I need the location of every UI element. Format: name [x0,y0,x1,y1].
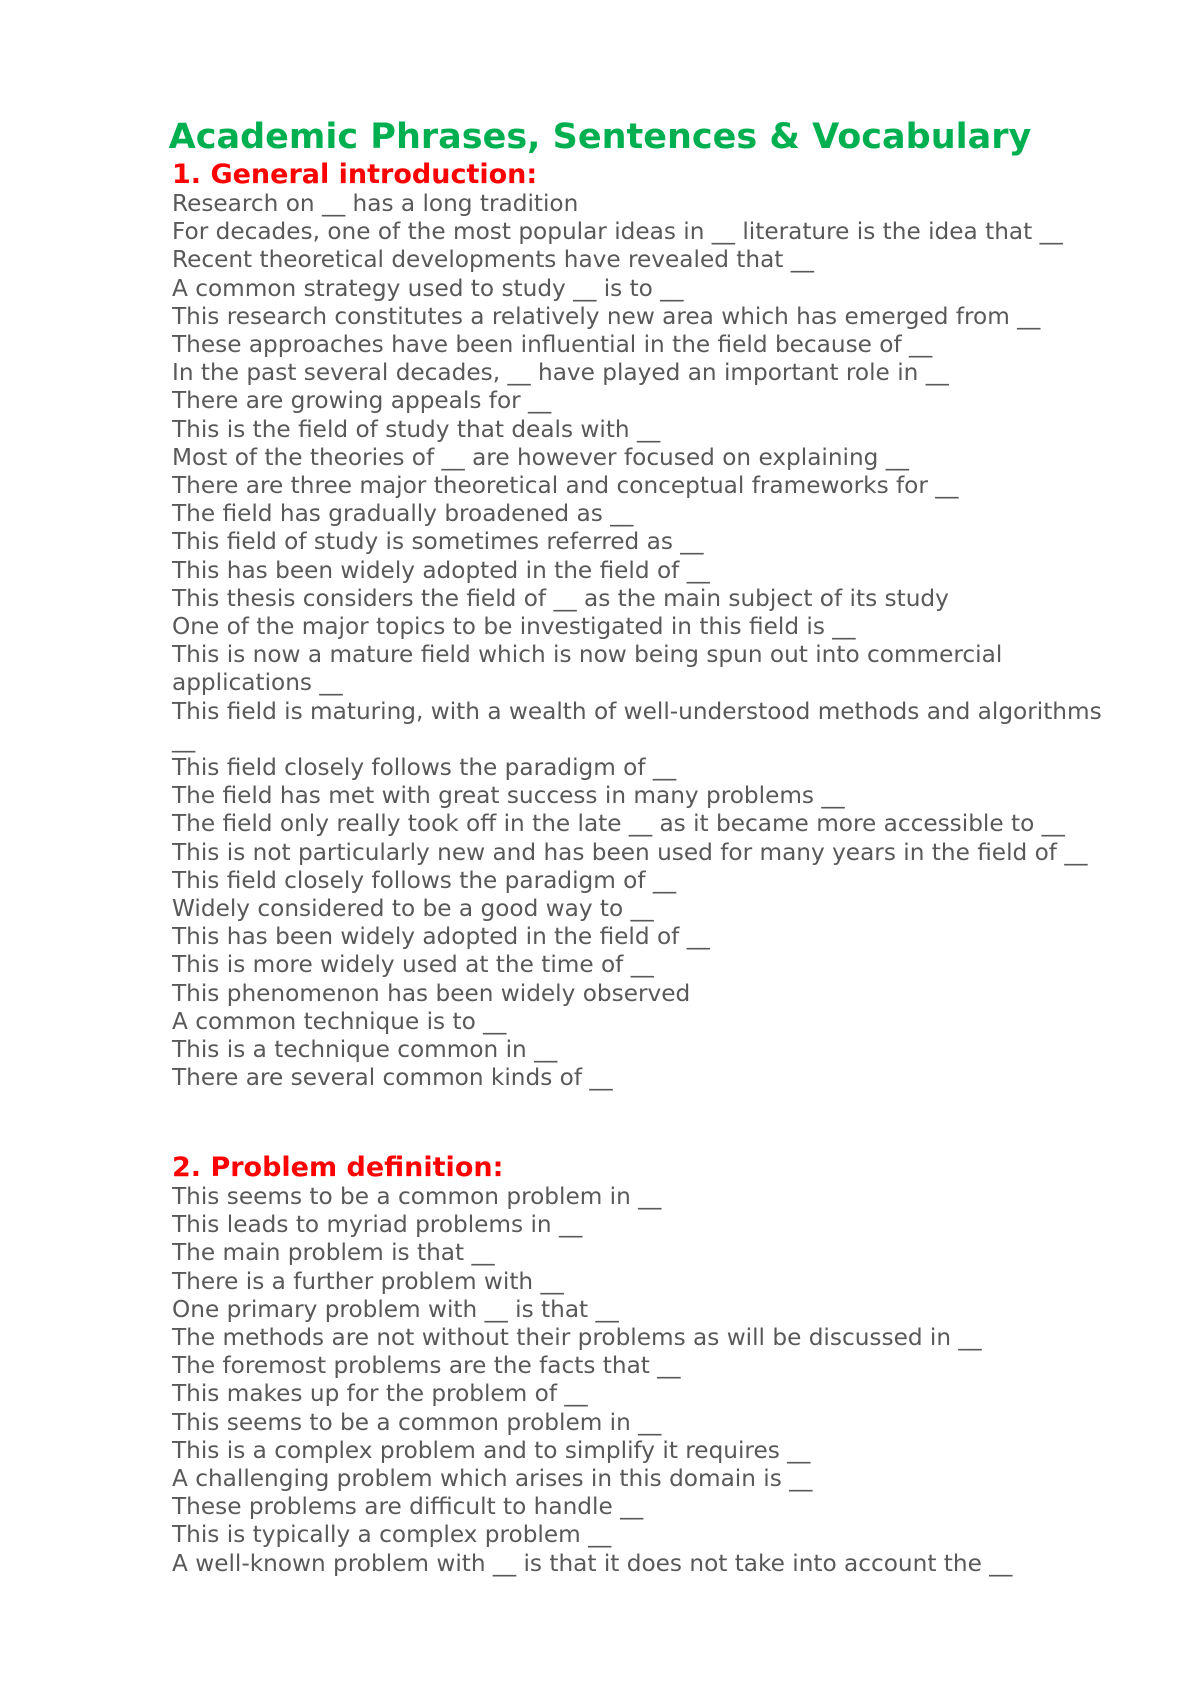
phrase-line: For decades, one of the most popular ideas in __ literature is the idea that __ [172,218,1063,246]
phrase-line: This is more widely used at the time of __ [172,951,654,979]
section-heading-general-introduction: 1. General introduction: [172,159,538,190]
phrase-line: This seems to be a common problem in __ [172,1183,662,1210]
phrase-line: This is a complex problem and to simplify it requires __ [172,1436,811,1464]
phrase-line: There is a further problem with __ [172,1267,564,1295]
document-title: Academic Phrases, Sentences & Vocabulary [168,117,1032,157]
section-heading-problem-definition: 2. Problem definition: [172,1152,504,1183]
phrase-line: This field closely follows the paradigm of __ [172,754,677,782]
phrase-line: This seems to be a common problem in __ [172,1408,662,1436]
phrase-line: This is a technique common in __ [172,1036,558,1064]
phrase-line: This is not particularly new and has been used for many years in the field of __ [172,838,1088,866]
phrase-line: There are growing appeals for __ [172,387,552,415]
phrase-line: This field of study is sometimes referred as __ [172,528,704,556]
phrase-line: One primary problem with __ is that __ [172,1295,619,1323]
phrase-line: This phenomenon has been widely observed [172,979,691,1007]
phrase-line: Most of the theories of __ are however focused on explaining __ [172,443,909,471]
phrase-line: This has been widely adopted in the field of __ [172,923,710,951]
phrase-line: Widely considered to be a good way to __ [172,895,654,923]
phrase-line: This has been widely adopted in the field of __ [172,556,710,584]
phrase-line: The field has gradually broadened as __ [172,500,634,528]
problem-definition-phrase-list [172,1183,1112,1578]
phrase-line: There are three major theoretical and conceptual frameworks for __ [172,472,959,500]
phrase-line: The methods are not without their problems as will be discussed in __ [172,1324,982,1352]
general-introduction-phrase-list [172,190,1112,1093]
phrase-line: One of the major topics to be investigated in this field is __ [172,613,856,641]
phrase-line: There are several common kinds of __ [172,1064,613,1092]
phrase-line: This field closely follows the paradigm of __ [172,866,677,894]
phrase-line: Research on __ has a long tradition [172,190,579,217]
phrase-line: The field only really took off in the late __ as it became more accessible to __ [172,810,1065,838]
phrase-line: These approaches have been influential in the field because of __ [172,331,933,359]
phrase-line: Recent theoretical developments have revealed that __ [172,246,814,274]
phrase-line: This makes up for the problem of __ [172,1380,588,1408]
phrase-line: This research constitutes a relatively new area which has emerged from __ [172,302,1041,330]
phrase-line: This field is maturing, with a wealth of well-understood methods and algorithms __ [172,697,1102,753]
phrase-line: In the past several decades, __ have played an important role in __ [172,359,949,387]
phrase-line: This leads to myriad problems in __ [172,1211,583,1239]
phrase-line: This is now a mature field which is now being spun out into commercial applications __ [172,641,1003,697]
phrase-line: These problems are difficult to handle __ [172,1493,644,1521]
phrase-line: A common strategy used to study __ is to __ [172,274,684,302]
phrase-line: This is typically a complex problem __ [172,1521,612,1549]
phrase-line: This thesis considers the field of __ as the main subject of its study [172,584,949,612]
phrase-line: A well-known problem with __ is that it does not take into account the __ [172,1549,1013,1577]
phrase-line: This is the field of study that deals with __ [172,415,661,443]
phrase-line: The main problem is that __ [172,1239,495,1267]
phrase-line: A challenging problem which arises in this domain is __ [172,1465,813,1493]
phrase-line: A common technique is to __ [172,1007,507,1035]
phrase-line: The field has met with great success in many problems __ [172,782,845,810]
phrase-line: The foremost problems are the facts that __ [172,1352,681,1380]
